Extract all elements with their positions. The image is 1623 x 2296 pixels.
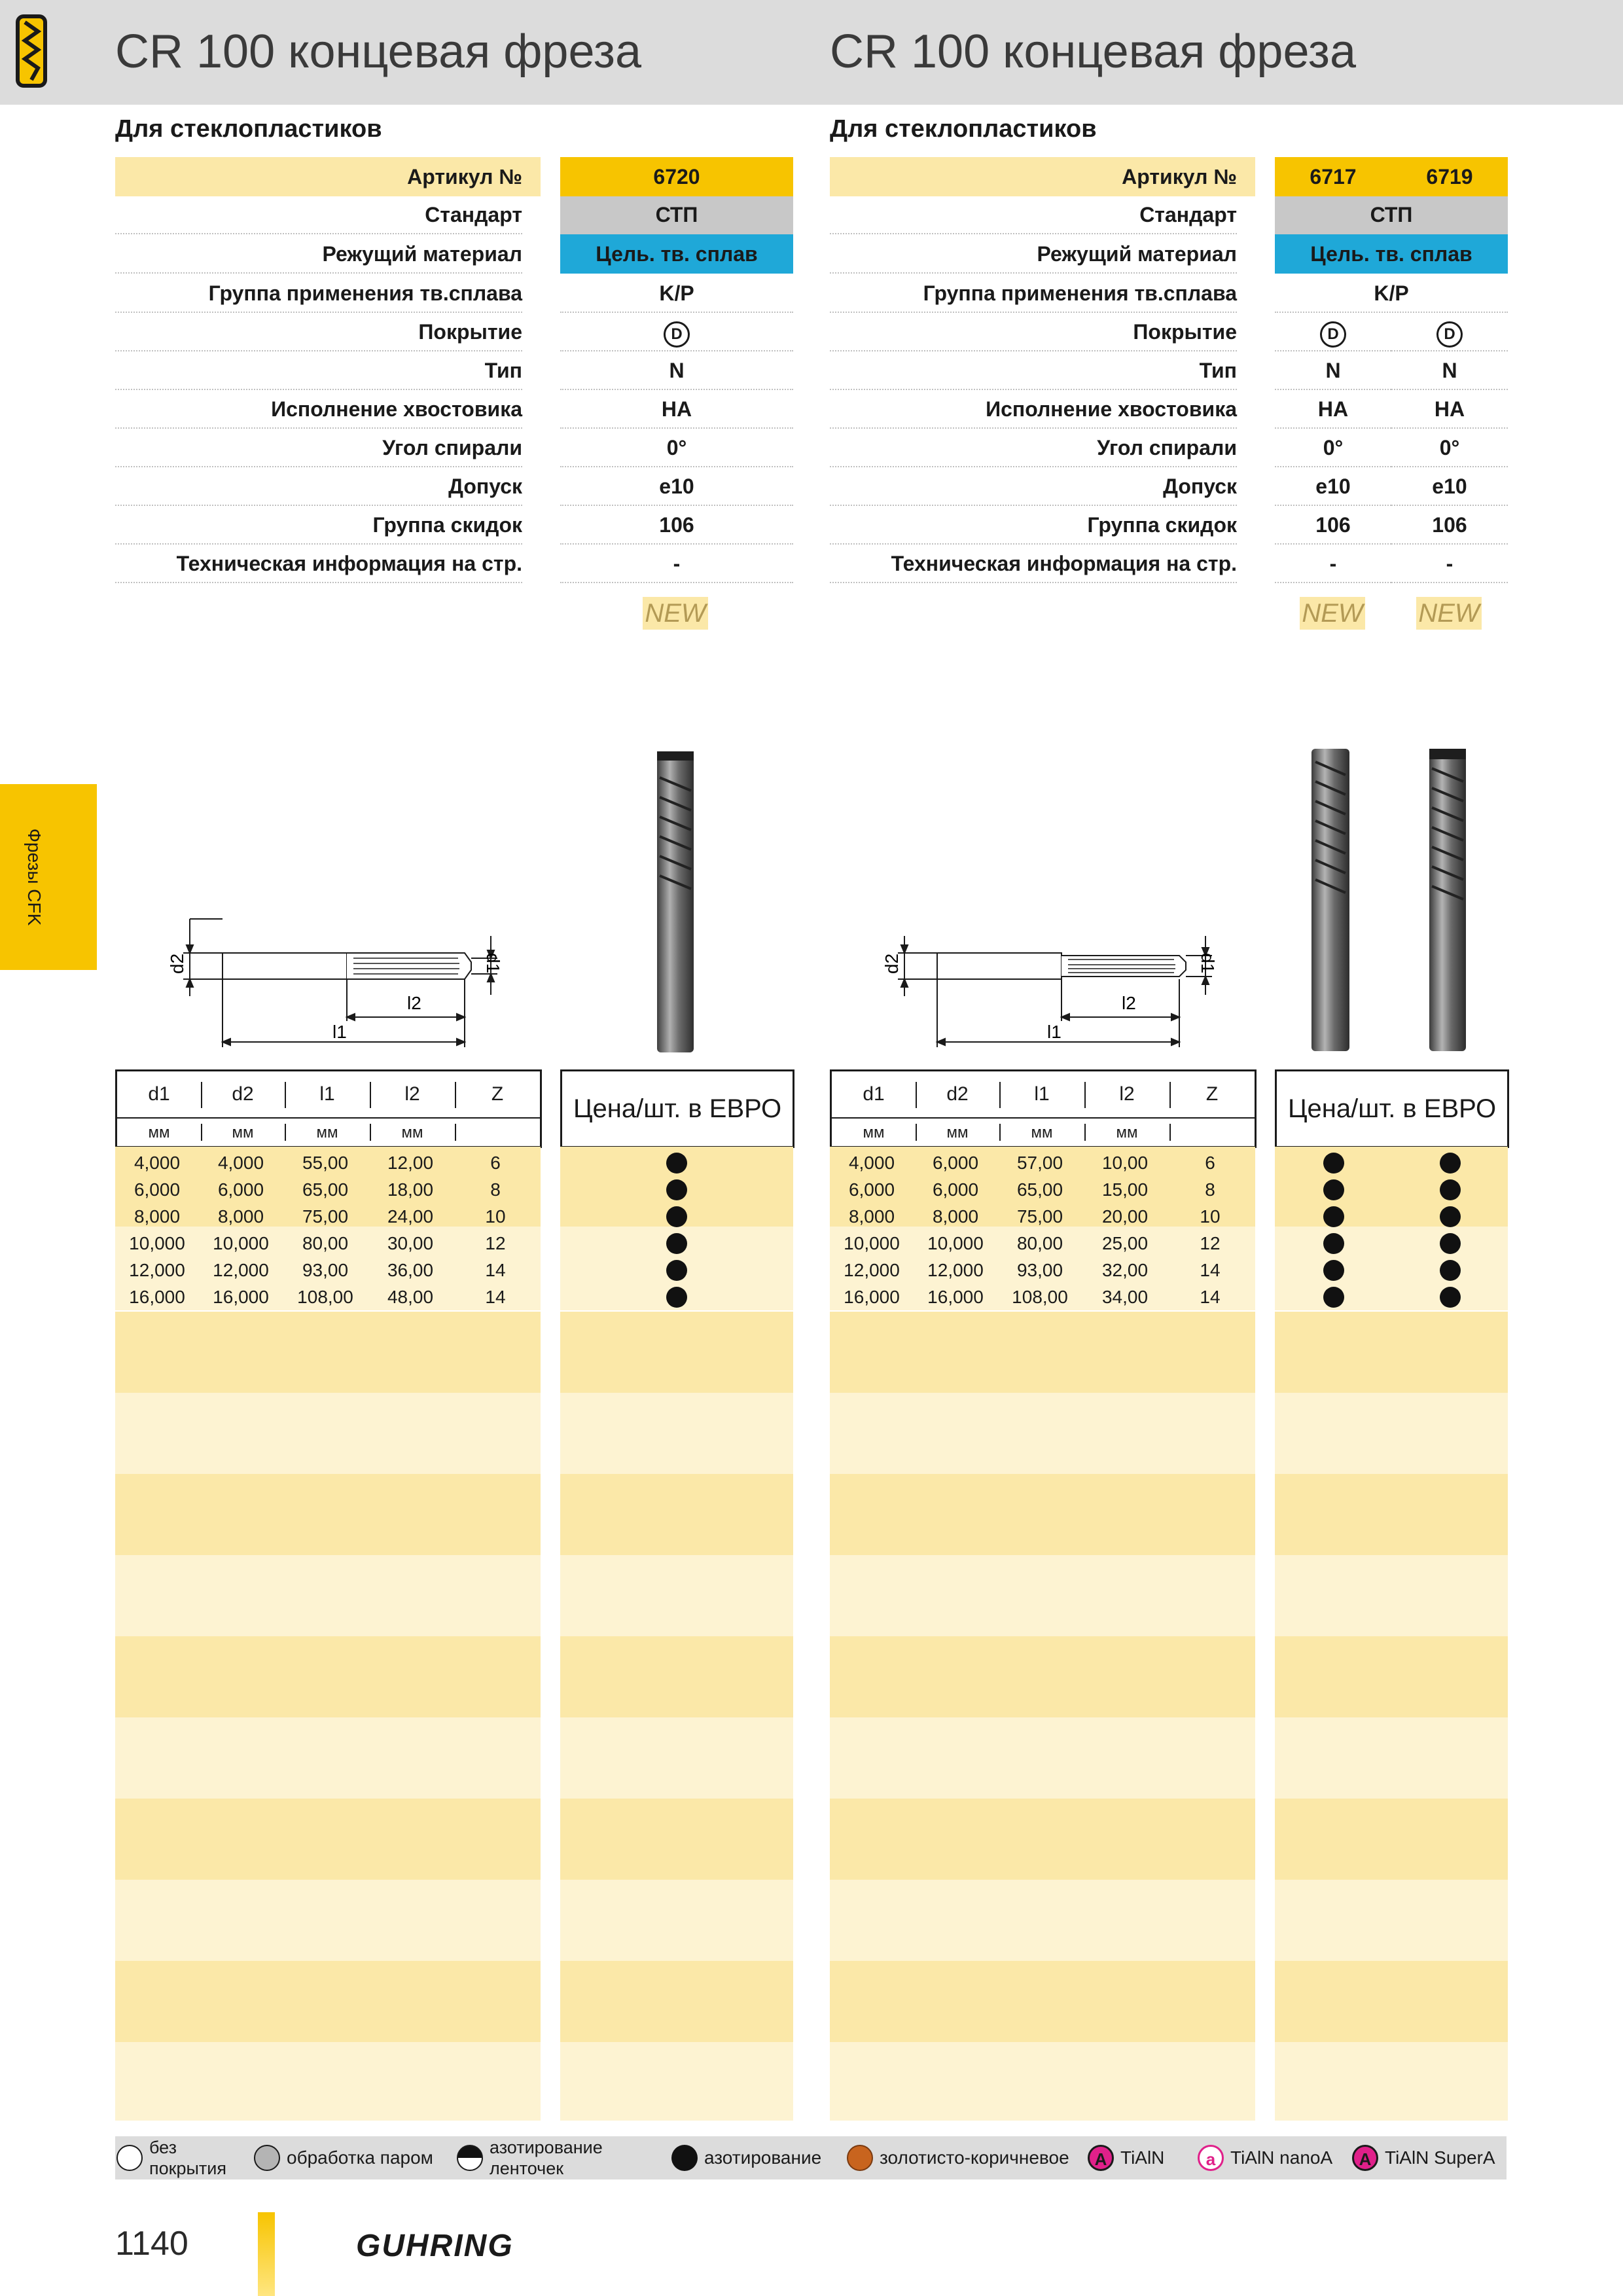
availability-dot [1440, 1233, 1461, 1254]
empty-band [115, 2042, 541, 2121]
empty-band [1275, 1393, 1508, 1474]
unit-d2: мм [232, 1124, 254, 1141]
spec-label-discount: Группа скидок [115, 507, 522, 545]
end-mill-image-left [652, 751, 699, 1052]
drill-logo-icon [16, 14, 47, 88]
circle-empty-icon [116, 2145, 143, 2171]
empty-band [115, 1393, 541, 1474]
end-mill-image-right-a [1308, 749, 1355, 1051]
shank-value: HA [560, 391, 793, 429]
standard-value: СТП [655, 203, 698, 226]
table-row: 8,000 8,000 75,00 24,00 10 [134, 1206, 506, 1227]
article-number-a: 6717 [1310, 165, 1357, 188]
empty-band [1275, 1636, 1508, 1717]
spec-label-helix: Угол спирали [830, 429, 1237, 467]
spec-label-standard: Стандарт [830, 196, 1237, 234]
unit-l1: мм [316, 1124, 338, 1141]
legend-item [847, 2136, 1069, 2179]
footer-accent-bar [258, 2212, 275, 2296]
legend-item [254, 2136, 433, 2179]
material-value: Цель. тв. сплав [1310, 242, 1472, 266]
legend-label: золотисто-коричневое [880, 2147, 1069, 2168]
side-tab-label: Фрезы CFK [24, 828, 45, 926]
legend-item [1088, 2136, 1164, 2179]
unit-d1: мм [863, 1124, 885, 1141]
empty-band [1275, 1717, 1508, 1799]
techinfo-value-b: - [1391, 545, 1508, 583]
availability-dot [1440, 1206, 1461, 1227]
price-header-left: Цена/шт. в ЕВРО [560, 1069, 794, 1148]
empty-band [560, 1880, 793, 1961]
tialn-nano-icon: a [1198, 2145, 1224, 2171]
unit-l2: мм [401, 1124, 423, 1141]
subtitle-right: Для стеклопластиков [830, 115, 1097, 143]
availability-dot [1440, 1260, 1461, 1281]
drawing-label-l2: l2 [407, 993, 421, 1013]
techinfo-value: - [560, 545, 793, 583]
spec-label-discount: Группа скидок [830, 507, 1237, 545]
legend-item [1352, 2136, 1495, 2179]
empty-band [1275, 1799, 1508, 1880]
price-band [1275, 1227, 1508, 1310]
spec-label-type: Тип [115, 352, 522, 390]
availability-dot [666, 1233, 687, 1254]
drawing-label-l1: l1 [332, 1022, 347, 1042]
empty-band [830, 1312, 1255, 1393]
spec-label-coating: Покрытие [115, 314, 522, 351]
drawing-label-d2: d2 [882, 953, 902, 974]
group-value: K/P [1275, 275, 1508, 313]
empty-band [830, 1393, 1255, 1474]
circle-bronze-icon [847, 2145, 873, 2171]
empty-band [830, 1961, 1255, 2042]
tolerance-value: e10 [560, 468, 793, 506]
drawing-label-l1: l1 [1047, 1022, 1061, 1042]
side-category-tab [0, 784, 97, 970]
availability-dot [1440, 1287, 1461, 1308]
brand-logo: GUHRING [356, 2229, 514, 2263]
type-value-a: N [1275, 352, 1391, 390]
new-badge-a: NEW [1300, 597, 1365, 630]
helix-value-a: 0° [1275, 429, 1391, 467]
legend-item [457, 2136, 603, 2179]
new-badge: NEW [643, 597, 708, 630]
tool-drawing-right [872, 916, 1225, 1054]
empty-band [830, 1474, 1255, 1555]
empty-band [830, 1555, 1255, 1636]
empty-band [560, 1961, 793, 2042]
legend-item [1198, 2136, 1332, 2179]
legend-label: TiAlN nanoA [1230, 2147, 1333, 2168]
empty-band [115, 1312, 541, 1393]
empty-band [560, 1393, 793, 1474]
availability-dot [666, 1179, 687, 1200]
coating-d-icon: D [664, 321, 690, 348]
discount-value-a: 106 [1275, 507, 1391, 545]
article-number: 6720 [653, 165, 700, 188]
spec-label-type: Тип [830, 352, 1237, 390]
col-l2: l2 [1119, 1083, 1135, 1105]
empty-band [1275, 1961, 1508, 2042]
subtitle-left: Для стеклопластиков [115, 115, 382, 143]
spec-label-material: Режущий материал [115, 236, 522, 274]
empty-band [560, 1799, 793, 1880]
availability-dot [666, 1260, 687, 1281]
spec-label-techinfo: Техническая информация на стр. [830, 545, 1237, 583]
col-d1: d1 [863, 1083, 885, 1105]
tialn-super-icon: A [1352, 2145, 1378, 2171]
spec-label-article: Артикул № [1122, 165, 1237, 188]
coating-legend [115, 2136, 1507, 2179]
spec-label-article: Артикул № [407, 165, 522, 188]
empty-band [115, 1880, 541, 1961]
legend-label: TiAlN [1120, 2147, 1165, 2168]
spec-label-shank: Исполнение хвостовика [115, 391, 522, 429]
empty-band [115, 1961, 541, 2042]
price-band [1275, 1147, 1508, 1227]
tolerance-value-a: e10 [1275, 468, 1391, 506]
drawing-label-d2: d2 [167, 953, 187, 974]
legend-label: азотирование [704, 2147, 822, 2168]
table-row: 10,000 10,000 80,00 30,00 12 [129, 1233, 506, 1253]
article-number-b: 6719 [1426, 165, 1473, 188]
circle-grey-icon [254, 2145, 280, 2171]
empty-band [115, 1636, 541, 1717]
table-row: 4,000 6,000 57,00 10,00 6 [848, 1153, 1215, 1173]
col-d2: d2 [232, 1083, 254, 1105]
table-row: 10,000 10,000 80,00 25,00 12 [844, 1233, 1221, 1253]
empty-band [830, 2042, 1255, 2121]
material-value: Цель. тв. сплав [596, 242, 758, 266]
empty-band [560, 1636, 793, 1717]
table-row: 6,000 6,000 65,00 18,00 8 [134, 1179, 501, 1200]
page-number: 1140 [115, 2225, 188, 2263]
empty-band [115, 1799, 541, 1880]
empty-band [560, 1717, 793, 1799]
table-row: 16,000 16,000 108,00 34,00 14 [844, 1287, 1221, 1307]
empty-band [560, 1312, 793, 1393]
unit-l2: мм [1116, 1124, 1138, 1141]
availability-dot [666, 1153, 687, 1174]
coating-value-a [1275, 314, 1391, 351]
col-z: Z [491, 1083, 504, 1105]
page-title-left: CR 100 концевая фреза [115, 26, 641, 78]
empty-band [1275, 1880, 1508, 1961]
tool-drawing-left [157, 916, 510, 1054]
circle-black-icon [671, 2145, 698, 2171]
drawing-label-d1: d1 [1198, 953, 1218, 974]
spec-label-material: Режущий материал [830, 236, 1237, 274]
price-header-right: Цена/шт. в ЕВРО [1275, 1069, 1509, 1148]
legend-item [671, 2136, 821, 2179]
spec-label-tolerance: Допуск [115, 468, 522, 506]
page-title-right: CR 100 концевая фреза [830, 26, 1356, 78]
availability-dot [666, 1287, 687, 1308]
table-row: 6,000 6,000 65,00 15,00 8 [848, 1179, 1215, 1200]
availability-dot [666, 1206, 687, 1227]
col-l2: l2 [404, 1083, 420, 1105]
discount-value-b: 106 [1391, 507, 1508, 545]
helix-value-b: 0° [1391, 429, 1508, 467]
spec-label-helix: Угол спирали [115, 429, 522, 467]
tialn-icon: A [1088, 2145, 1114, 2171]
circle-half-icon [457, 2145, 483, 2171]
col-z: Z [1205, 1083, 1219, 1105]
col-l1: l1 [1034, 1083, 1050, 1105]
end-mill-image-right-b [1424, 749, 1471, 1051]
empty-band [830, 1880, 1255, 1961]
group-value: K/P [560, 275, 793, 313]
shank-value-a: HA [1275, 391, 1391, 429]
techinfo-value-a: - [1275, 545, 1391, 583]
empty-band [115, 1474, 541, 1555]
type-value: N [560, 352, 793, 390]
helix-value: 0° [560, 429, 793, 467]
dim-table-header-right [830, 1069, 1257, 1148]
table-row: 12,000 12,000 93,00 36,00 14 [129, 1260, 506, 1280]
empty-band [830, 1636, 1255, 1717]
spec-label-tolerance: Допуск [830, 468, 1237, 506]
new-badge-b: NEW [1416, 597, 1482, 630]
shank-value-b: HA [1391, 391, 1508, 429]
coating-value-b [1391, 314, 1508, 351]
unit-d1: мм [148, 1124, 170, 1141]
col-d1: d1 [148, 1083, 170, 1105]
col-l1: l1 [319, 1083, 335, 1105]
availability-dot [1440, 1179, 1461, 1200]
unit-d2: мм [946, 1124, 969, 1141]
dim-table-header-left [115, 1069, 542, 1148]
drawing-label-l2: l2 [1122, 993, 1136, 1013]
availability-dot [1323, 1260, 1344, 1281]
table-row: 12,000 12,000 93,00 32,00 14 [844, 1260, 1221, 1280]
table-row: 4,000 4,000 55,00 12,00 6 [134, 1153, 501, 1173]
tolerance-value-b: e10 [1391, 468, 1508, 506]
spec-label-group: Группа применения тв.сплава [830, 275, 1237, 313]
spec-label-coating: Покрытие [830, 314, 1237, 351]
discount-value: 106 [560, 507, 793, 545]
empty-band [1275, 1474, 1508, 1555]
standard-value: СТП [1370, 203, 1413, 226]
availability-dot [1323, 1179, 1344, 1200]
empty-band [1275, 2042, 1508, 2121]
table-row: 16,000 16,000 108,00 48,00 14 [129, 1287, 506, 1307]
availability-dot [1440, 1153, 1461, 1174]
legend-label: обработка паром [287, 2147, 433, 2168]
availability-dot [1323, 1287, 1344, 1308]
availability-dot [1323, 1206, 1344, 1227]
empty-band [1275, 1312, 1508, 1393]
coating-value [560, 314, 793, 351]
drawing-label-d1: d1 [483, 953, 503, 974]
spec-label-group: Группа применения тв.сплава [115, 275, 522, 313]
empty-band [560, 1555, 793, 1636]
table-row: 8,000 8,000 75,00 20,00 10 [848, 1206, 1221, 1227]
spec-label-standard: Стандарт [115, 196, 522, 234]
legend-label: без покрытия [149, 2138, 226, 2178]
spec-label-shank: Исполнение хвостовика [830, 391, 1237, 429]
type-value-b: N [1391, 352, 1508, 390]
empty-band [115, 1555, 541, 1636]
col-d2: d2 [946, 1083, 969, 1105]
legend-label: азотирование ленточек [490, 2138, 603, 2178]
legend-item [116, 2136, 226, 2179]
empty-band [560, 2042, 793, 2121]
empty-band [560, 1474, 793, 1555]
empty-band [1275, 1555, 1508, 1636]
availability-dot [1323, 1153, 1344, 1174]
empty-band [830, 1717, 1255, 1799]
coating-d-icon: D [1320, 321, 1346, 348]
unit-l1: мм [1031, 1124, 1053, 1141]
coating-d-icon: D [1436, 321, 1463, 348]
legend-label: TiAlN SuperA [1385, 2147, 1495, 2168]
availability-dot [1323, 1233, 1344, 1254]
spec-label-techinfo: Техническая информация на стр. [115, 545, 522, 583]
empty-band [830, 1799, 1255, 1880]
empty-band [115, 1717, 541, 1799]
